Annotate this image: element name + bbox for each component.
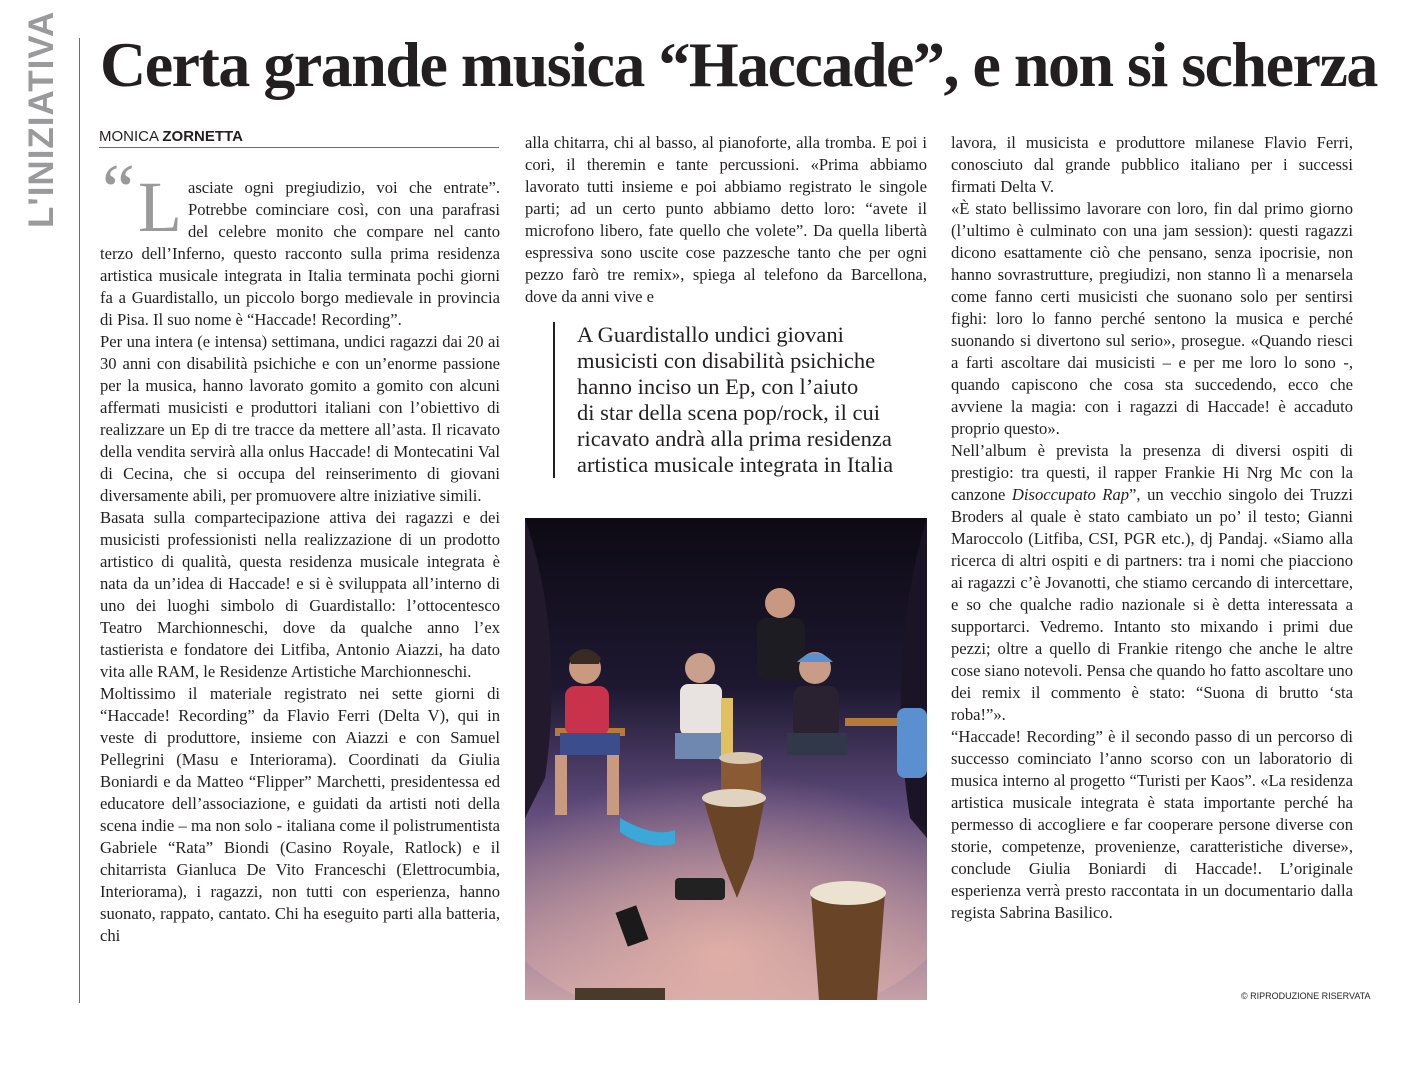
pull-quote-line: di star della scena pop/rock, il cui [577,400,881,425]
lead-paragraph [100,150,500,331]
pull-quote-line: musicisti con disabilità psichiche [577,348,876,373]
byline-first-name: MONICA [99,128,159,145]
paragraph: “Haccade! Recording” è il secondo passo di un percorso di successo cominciato l’anno scorso con un laboratorio di musica interno al progetto “Turisti per Kaos”. «La residenza artistica musicale integrata è stata importante perché ha permesso di accogliere e far cooperare persone diverse con storie, competenze, provenienze, caratteristiche diverse», conclude Giulia Boniardi di Haccade!. L’originale esperienza verrà presto raccontata in un documentario dalla regista Sabrina Basilico. [951,727,1353,922]
paragraph-text: ”, un vecchio singolo dei Truzzi Broders al quale è stato cambiato un po’ il testo; Gianni Maroccolo (Litfiba, CSI, PGR etc.), dj Pandaj. «Siamo alla ricerca di altri ospiti e di partners: tra i nomi che piacciono ai ragazzi c’è Jovanotti, che stiamo cercando di intercettare, e so che qualche radio nazionale si è detta interessata a supportarci. Vedremo. Intanto sto mixando i primi due pezzi; oltre a quello di Frankie ritengo che anche le altre cose siano notevoli. Pensa che quando ho fatto ascoltare uno dei remix il commento è stato: “Suona di brutto ‘sta roba!”». [951,485,1353,724]
byline-last-name: ZORNETTA [162,128,243,145]
article-photo [525,518,927,1000]
drop-cap: L [138,167,182,247]
open-quote-mark: “ [102,150,135,232]
paragraph: Basata sulla compartecipazione attiva dei ragazzi e dei musicisti professionisti nella realizzazione di un prodotto artistico di qualità, questa residenza musicale integrata è nata da un’idea di Haccade! e si è sviluppata all’interno di uno dei luoghi simbolo di Guardistallo: l’ottocentesco Teatro Marchionneschi, dove da qualche anno l’ex tastierista e fondatore dei Litfiba, Antonio Aiazzi, ha dato vita alle RAM, le Residenze Artistiche Marchionneschi. [100,508,500,681]
pull-quote-line: ricavato andrà alla prima residenza [577,426,892,451]
section-rule [79,38,80,1003]
pull-quote-line: artistica musicale integrata in Italia [577,452,894,477]
byline [99,128,499,148]
article-column-2 [525,132,927,308]
lead-text: asciate ogni pregiudizio, voi che entrate”. Potrebbe cominciare così, con una parafrasi del celebre monito che compare nel canto terzo dell’Inferno, questo racconto sulla prima residenza artistica musicale integrata in Italia terminata pochi giorni fa a Guardistallo, un piccolo borgo medievale in provincia di Pisa. Il suo nome è “Haccade! Recording”. [100,178,500,329]
photo-musicians-in-circle [525,518,927,1000]
pull-quote-line: hanno inciso un Ep, con l’aiuto [577,374,859,399]
paragraph [951,440,1353,726]
pull-quote-line: A Guardistallo undici giovani [577,322,844,347]
paragraph: lavora, il musicista e produttore milanese Flavio Ferri, conosciuto dal grande pubblico italiano per i successi firmati Delta V. [951,133,1353,196]
pull-quote [553,322,947,478]
headline: Certa grande musica “Haccade”, e non si scherza [100,29,1377,100]
paragraph: Moltissimo il materiale registrato nei sette giorni di “Haccade! Recording” da Flavio Ferri (Delta V), qui in veste di produttore, insieme con Aiazzi e con Samuel Pellegrini (Masu e Interiorama). Coordinati da Giulia Boniardi e da Matteo “Flipper” Marchetti, presidentessa ed educatore dell’associazione, e guidati da artisti noti della scena indie – ma non solo - italiana come il polistrumentista Gabriele “Rata” Biondi (Casino Royale, Ratlock) e il chitarrista Gianluca De Vito Franceschi (Elettrocumbia, Interiorama), i ragazzi, non tutti con esperienza, hanno suonato, rappato, cantato. Chi ha eseguito parti alla batteria, chi [100,684,500,945]
paragraph: «È stato bellissimo lavorare con loro, fin dal primo giorno (l’ultimo è culminato con una jam session): questi ragazzi dicono esattamente ciò che pensano, senza ipocrisie, non hanno sovrastrutture, pregiudizi, non stanno lì a menarsela come fanno certi musicisti che suonano solo per sentirsi fighi: loro lo fanno perché sentono la musica e perché suonando si divertono sul serio», prosegue. «Quando riesci a farti ascoltare dai musicisti – e per me loro lo sono -, quando capiscono che cosa sta succedendo, ecco che avviene la magia: con i ragazzi di Haccade! è accaduto proprio questo». [951,199,1353,438]
article-column-3 [951,132,1353,924]
song-title: Disoccupato Rap [1011,485,1130,504]
article-column-1 [100,150,500,947]
section-label: L'INIZIATIVA [22,10,61,228]
paragraph-text: Nell’album è prevista la presenza di diversi ospiti di prestigio: tra questi, il rapper Frankie Hi Nrg Mc con la canzone [951,441,1353,504]
paragraph: Per una intera (e intensa) settimana, undici ragazzi dai 20 ai 30 anni con disabilità psichiche e con un’enorme passione per la musica, hanno lavorato gomito a gomito con alcuni affermati musicisti e produttori italiani con l’obiettivo di realizzare un Ep di tre tracce da mettere all’asta. Il ricavato della vendita servirà alla onlus Haccade! di Montecatini Val di Cecina, che si occupa del reinserimento di giovani diversamente abili, per promuovere altre iniziative simili. [100,332,500,505]
copyright-credit: © RIPRODUZIONE RISERVATA [1241,991,1371,1001]
paragraph: alla chitarra, chi al basso, al pianoforte, alla tromba. E poi i cori, il theremin e tante percussioni. «Prima abbiamo lavorato tutti insieme e poi abbiamo registrato le singole parti; ad un certo punto abbiamo detto loro: “avete il microfono libero, fate quello che volete”. Da quella libertà espressiva sono uscite cose pazzesche tanto che per ogni pezzo farò tre remix», spiega al telefono da Barcellona, dove da anni vive e [525,133,927,306]
